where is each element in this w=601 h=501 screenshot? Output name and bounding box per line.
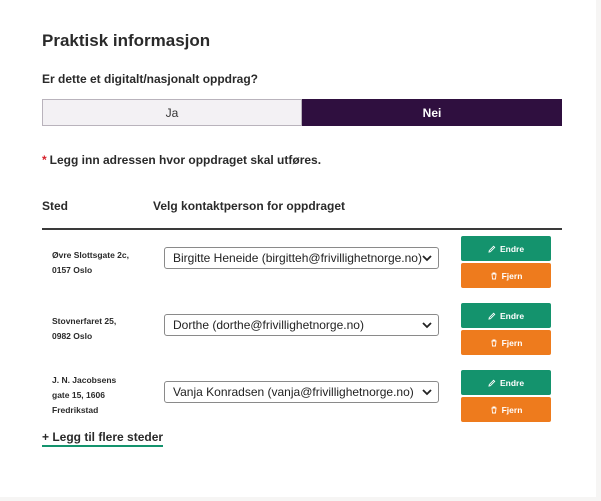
remove-button[interactable] <box>461 397 551 422</box>
chevron-down-icon <box>421 319 433 331</box>
contact-select-value: Vanja Konradsen (vanja@frivillighetnorge.no) <box>173 385 414 399</box>
contact-select-value: Dorthe (dorthe@frivillighetnorge.no) <box>173 318 364 332</box>
pencil-icon <box>488 379 496 387</box>
address-required-note <box>42 153 321 167</box>
table-divider <box>42 228 562 230</box>
toggle-option-nei[interactable]: Nei <box>302 99 562 126</box>
table-row <box>42 303 562 359</box>
address-line: gate 15, 1606 <box>52 390 105 400</box>
header-contact: Velg kontaktperson for oppdraget <box>153 199 346 213</box>
contact-select[interactable] <box>164 247 439 269</box>
address-line: 0157 Oslo <box>52 265 93 275</box>
edit-button[interactable] <box>461 236 551 261</box>
edit-button[interactable] <box>461 370 551 395</box>
required-star: * <box>42 153 47 167</box>
address-line: J. N. Jacobsens <box>52 375 117 385</box>
table-row <box>42 370 562 426</box>
remove-button[interactable] <box>461 330 551 355</box>
table-row <box>42 236 562 292</box>
chevron-down-icon <box>421 252 433 264</box>
address-line: Øvre Slottsgate 2c, <box>52 250 130 260</box>
add-more-places-link[interactable]: + Legg til flere steder <box>42 430 163 447</box>
address-line: Stovnerfaret 25, <box>52 316 117 326</box>
edit-button-label: Endre <box>499 243 525 254</box>
header-place: Sted <box>42 199 69 213</box>
address <box>52 373 152 418</box>
chevron-down-icon <box>421 386 433 398</box>
contact-select[interactable] <box>164 314 439 336</box>
contact-select[interactable] <box>164 381 439 403</box>
edit-button-label: Endre <box>499 377 525 388</box>
contact-select-value: Birgitte Heneide (birgitteh@frivillighetnorge.no) <box>173 251 422 265</box>
toggle-option-ja[interactable]: Ja <box>42 99 302 126</box>
digital-toggle <box>42 99 562 126</box>
required-text: Legg inn adressen hvor oppdraget skal utføres. <box>49 153 322 167</box>
remove-button[interactable] <box>461 263 551 288</box>
address-line: 0982 Oslo <box>52 331 93 341</box>
edit-button[interactable] <box>461 303 551 328</box>
address <box>52 248 152 278</box>
remove-button-label: Fjern <box>501 337 523 348</box>
pencil-icon <box>488 312 496 320</box>
address-line: Fredrikstad <box>52 405 99 415</box>
edit-button-label: Endre <box>499 310 525 321</box>
remove-button-label: Fjern <box>501 404 523 415</box>
pencil-icon <box>488 245 496 253</box>
section-title: Praktisk informasjon <box>42 31 211 50</box>
trash-icon <box>490 339 498 347</box>
address <box>52 314 152 344</box>
trash-icon <box>490 406 498 414</box>
digital-question: Er dette et digitalt/nasjonalt oppdrag? <box>42 72 259 86</box>
trash-icon <box>490 272 498 280</box>
remove-button-label: Fjern <box>501 270 523 281</box>
